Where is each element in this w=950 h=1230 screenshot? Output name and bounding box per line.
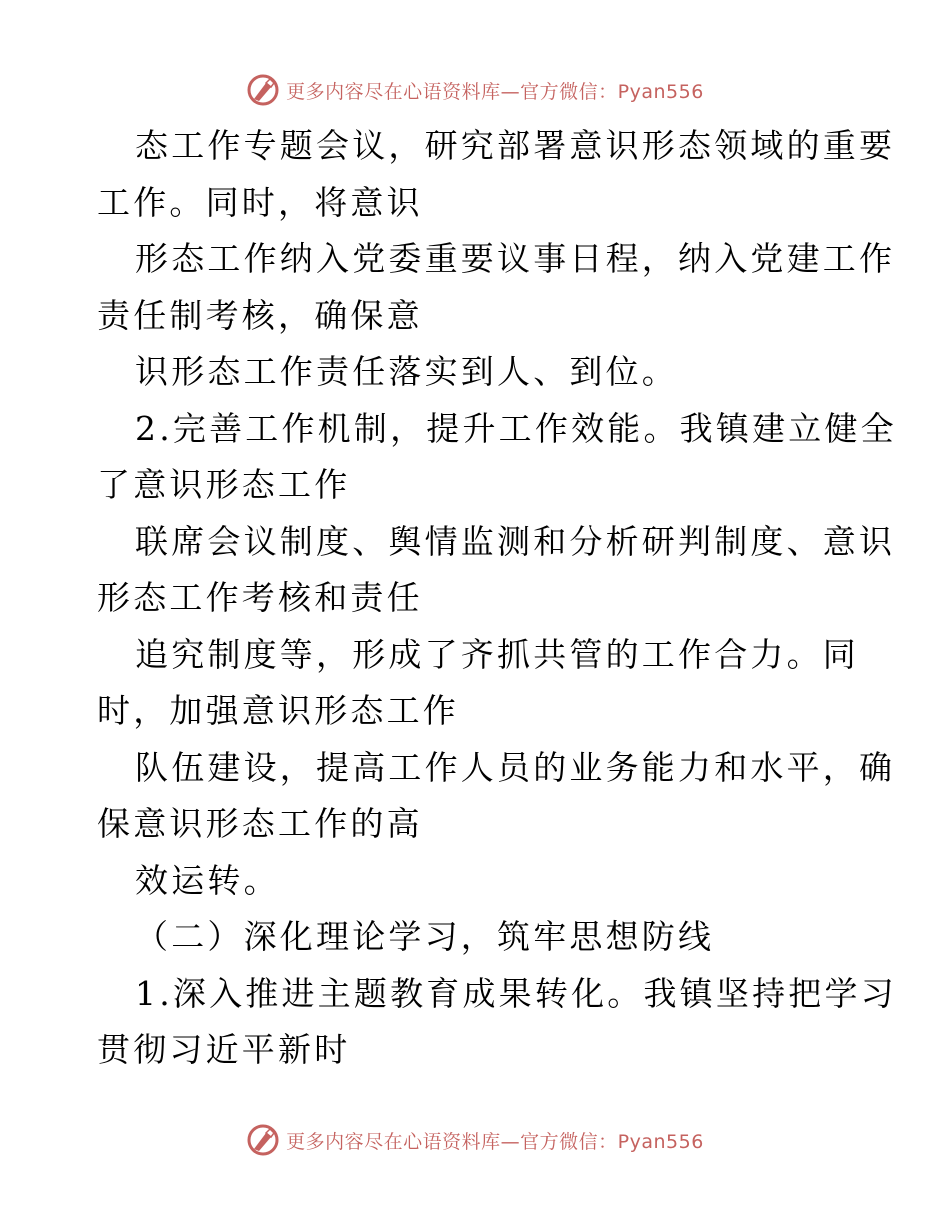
text-line: 1.深入推进主题教育成果转化。我镇坚持把学习 — [135, 973, 897, 1013]
text-line: 队伍建设，提高工作人员的业务能力和水平，确 — [135, 747, 896, 787]
text-line: 形态工作纳入党委重要议事日程，纳入党建工作 — [135, 239, 896, 278]
text-line: 效运转。 — [135, 860, 280, 900]
text-line: 追究制度等，形成了齐抓共管的工作合力。同 — [135, 634, 859, 674]
section-heading: （二）深化理论学习，筑牢思想防线 — [135, 917, 715, 956]
pen-logo-icon — [246, 73, 280, 107]
document-body — [97, 118, 897, 1079]
pen-logo-icon — [246, 1123, 280, 1157]
text-line: 了意识形态工作 — [97, 465, 351, 504]
text-line: 贯彻习近平新时 — [97, 1030, 351, 1069]
text-line: 工作。同时，将意识 — [97, 182, 423, 222]
text-line: 2.完善工作机制，提升工作效能。我镇建立健全 — [135, 408, 897, 448]
text-line: 态工作专题会议，研究部署意识形态领域的重要 — [135, 126, 896, 165]
header-watermark — [0, 70, 950, 110]
text-line: 保意识形态工作的高 — [97, 804, 423, 843]
text-line: 识形态工作责任落实到人、到位。 — [135, 352, 678, 391]
text-line: 联席会议制度、舆情监测和分析研判制度、意识 — [135, 521, 896, 561]
text-line: 责任制考核，确保意 — [97, 295, 423, 335]
watermark-text: 更多内容尽在心语资料库—官方微信：Pyan556 — [286, 1130, 704, 1153]
watermark-text: 更多内容尽在心语资料库—官方微信：Pyan556 — [286, 80, 704, 103]
footer-watermark — [0, 1120, 950, 1160]
text-line: 形态工作考核和责任 — [97, 578, 423, 617]
text-line: 时，加强意识形态工作 — [97, 691, 459, 730]
